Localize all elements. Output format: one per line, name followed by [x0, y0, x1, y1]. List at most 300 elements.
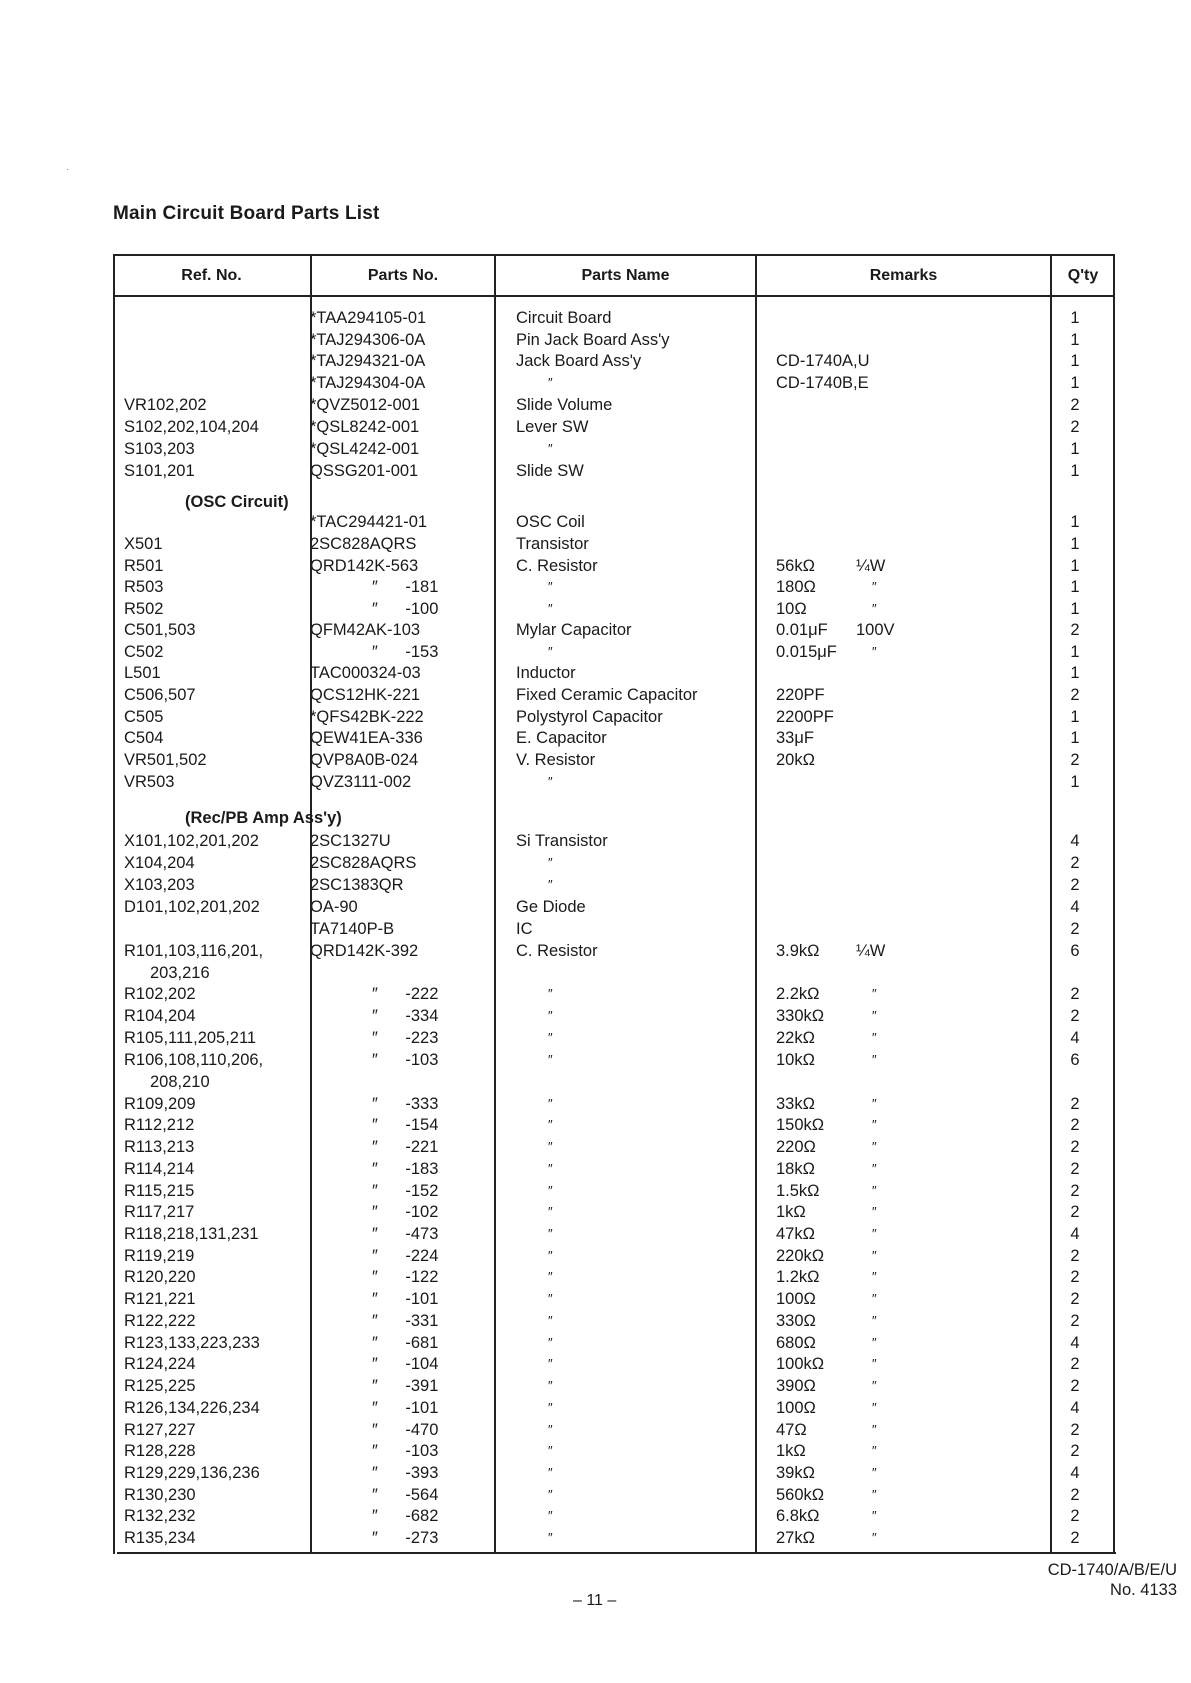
remarks-value-cell: CD-1740B,E: [776, 374, 869, 392]
qty-cell: 6: [1070, 942, 1080, 960]
parts-no-cell: ″ -334: [372, 1007, 439, 1025]
table-row: [0, 852, 1191, 874]
table-row: [0, 1180, 1191, 1202]
qty-cell: 6: [1070, 1051, 1080, 1069]
parts-name-cell: C. Resistor: [516, 942, 598, 960]
parts-name-cell: ″: [548, 1183, 553, 1198]
qty-cell: 1: [1070, 664, 1080, 682]
table-row: [0, 749, 1191, 771]
qty-cell: 4: [1070, 898, 1080, 916]
qty-cell: 1: [1070, 309, 1080, 327]
parts-name-cell: ″: [548, 1008, 553, 1023]
ref-no-cell: R132,232: [124, 1507, 196, 1525]
table-row: [0, 1419, 1191, 1441]
remarks-rating-cell: ″: [872, 1530, 877, 1545]
ref-no-cell: R117,217: [124, 1203, 195, 1221]
remarks-value-cell: 100Ω: [776, 1290, 816, 1308]
parts-no-cell: ″ -102: [372, 1203, 439, 1221]
parts-name-cell: ″: [548, 441, 553, 456]
ref-no-cell: R127,227: [124, 1421, 196, 1439]
parts-name-cell: ″: [548, 1139, 553, 1154]
ref-no-cell: R501: [124, 557, 164, 575]
remarks-value-cell: 2.2kΩ: [776, 985, 820, 1003]
qty-cell: 4: [1070, 1225, 1080, 1243]
remarks-value-cell: 56kΩ: [776, 557, 815, 575]
parts-no-cell: ″ -333: [372, 1095, 439, 1113]
parts-name-cell: C. Resistor: [516, 557, 598, 575]
qty-cell: 2: [1070, 418, 1080, 436]
remarks-rating-cell: ″: [872, 1465, 877, 1480]
parts-no-cell: *TAA294105-01: [310, 309, 427, 327]
qty-cell: 2: [1070, 1247, 1080, 1265]
parts-name-cell: ″: [548, 1443, 553, 1458]
parts-no-cell: ″ -183: [372, 1160, 439, 1178]
parts-name-cell: ″: [548, 1530, 553, 1545]
qty-cell: 2: [1070, 1182, 1080, 1200]
table-row: [0, 372, 1191, 394]
parts-no-cell: ″ -181: [372, 578, 439, 596]
qty-cell: 2: [1070, 1203, 1080, 1221]
ref-no-cell: S102,202,104,204: [124, 418, 259, 436]
parts-no-cell: QSSG201-001: [310, 462, 419, 480]
ref-no-cell: R123,133,223,233: [124, 1334, 260, 1352]
parts-name-cell: ″: [548, 1096, 553, 1111]
remarks-value-cell: 47Ω: [776, 1421, 807, 1439]
parts-no-cell: ″ -224: [372, 1247, 439, 1265]
qty-cell: 2: [1070, 1377, 1080, 1395]
ref-no-cell: C505: [124, 708, 164, 726]
parts-name-cell: ″: [548, 1291, 553, 1306]
remarks-rating-cell: ″: [872, 1508, 877, 1523]
qty-cell: 2: [1070, 1160, 1080, 1178]
qty-cell: 1: [1070, 557, 1080, 575]
table-row: [0, 1071, 1191, 1093]
qty-cell: 2: [1070, 920, 1080, 938]
parts-name-cell: E. Capacitor: [516, 729, 607, 747]
remarks-rating-cell: ″: [872, 1139, 877, 1154]
parts-name-cell: ″: [548, 1269, 553, 1284]
qty-cell: 1: [1070, 462, 1080, 480]
ref-no-cell: R125,225: [124, 1377, 196, 1395]
table-row: [0, 511, 1191, 533]
qty-cell: 1: [1070, 440, 1080, 458]
ref-no-cell: R104,204: [124, 1007, 196, 1025]
parts-name-cell: IC: [516, 920, 533, 938]
ref-no-cell: R129,229,136,236: [124, 1464, 260, 1482]
table-row: [0, 576, 1191, 598]
table-row: [0, 684, 1191, 706]
parts-no-cell: QEW41EA-336: [310, 729, 423, 747]
remarks-value-cell: 22kΩ: [776, 1029, 815, 1047]
remarks-value-cell: 33μF: [776, 729, 814, 747]
ref-no-cell: C502: [124, 643, 164, 661]
parts-no-cell: ″ -103: [372, 1442, 439, 1460]
table-row: [0, 962, 1191, 984]
qty-cell: 1: [1070, 331, 1080, 349]
parts-name-cell: ″: [548, 1487, 553, 1502]
table-row: [0, 533, 1191, 555]
parts-no-cell: ″ -101: [372, 1290, 439, 1308]
parts-name-cell: ″: [548, 1422, 553, 1437]
parts-name-cell: Circuit Board: [516, 309, 612, 327]
table-row: [0, 706, 1191, 728]
parts-no-cell: *TAJ294304-0A: [310, 374, 426, 392]
remarks-value-cell: 1kΩ: [776, 1203, 806, 1221]
table-row: [0, 329, 1191, 351]
remarks-value-cell: 39kΩ: [776, 1464, 815, 1482]
parts-name-cell: ″: [548, 375, 553, 390]
remarks-value-cell: 1.2kΩ: [776, 1268, 820, 1286]
ref-no-cell: R121,221: [124, 1290, 196, 1308]
parts-name-cell: Fixed Ceramic Capacitor: [516, 686, 698, 704]
qty-cell: 2: [1070, 1355, 1080, 1373]
table-row: [0, 1005, 1191, 1027]
qty-cell: 2: [1070, 686, 1080, 704]
ref-no-cell: R101,103,116,201,: [124, 942, 264, 960]
remarks-rating-cell: ″: [872, 1313, 877, 1328]
parts-no-cell: QRD142K-563: [310, 557, 419, 575]
parts-name-cell: ″: [548, 1248, 553, 1263]
table-row: [0, 1397, 1191, 1419]
qty-cell: 2: [1070, 854, 1080, 872]
remarks-value-cell: 220Ω: [776, 1138, 816, 1156]
ref-no-cell: X104,204: [124, 854, 195, 872]
parts-name-cell: Mylar Capacitor: [516, 621, 632, 639]
table-row: [0, 874, 1191, 896]
remarks-rating-cell: ″: [872, 1422, 877, 1437]
parts-no-cell: ″ -154: [372, 1116, 439, 1134]
qty-cell: 1: [1070, 773, 1080, 791]
parts-no-cell: ″ -152: [372, 1182, 439, 1200]
page-number: – 11 –: [573, 1592, 617, 1609]
remarks-rating-cell: ″: [872, 1096, 877, 1111]
parts-no-cell: ″ -273: [372, 1529, 439, 1547]
table-row: [0, 1462, 1191, 1484]
parts-no-cell: ″ -104: [372, 1355, 439, 1373]
table-row: [0, 1527, 1191, 1549]
parts-no-cell: 2SC828AQRS: [310, 854, 417, 872]
ref-no-cell: R106,108,110,206,: [124, 1051, 264, 1069]
table-row: [0, 1223, 1191, 1245]
remarks-rating-cell: ″: [872, 1487, 877, 1502]
remarks-value-cell: 330Ω: [776, 1312, 816, 1330]
ref-no-cell: VR501,502: [124, 751, 207, 769]
ref-no-cell: L501: [124, 664, 161, 682]
qty-cell: 1: [1070, 374, 1080, 392]
qty-cell: 4: [1070, 1399, 1080, 1417]
page-title: Main Circuit Board Parts List: [113, 203, 380, 224]
header-parts-name: Parts Name: [581, 267, 670, 284]
table-row: [0, 830, 1191, 852]
parts-no-cell: *QSL8242-001: [310, 418, 420, 436]
ref-no-cell: R105,111,205,211: [124, 1029, 257, 1047]
parts-name-cell: ″: [548, 1226, 553, 1241]
table-row: [0, 1484, 1191, 1506]
ref-no-cell: R120,220: [124, 1268, 196, 1286]
table-row: [0, 662, 1191, 684]
qty-cell: 2: [1070, 1290, 1080, 1308]
footer-model-info: [1048, 1560, 1177, 1600]
parts-name-cell: OSC Coil: [516, 513, 585, 531]
footer-doc-number: No. 4133: [1110, 1581, 1177, 1599]
parts-name-cell: ″: [548, 1508, 553, 1523]
parts-no-cell: ″ -470: [372, 1421, 439, 1439]
ref-no-cell: R119,219: [124, 1247, 195, 1265]
parts-name-cell: ″: [548, 1335, 553, 1350]
remarks-rating-cell: ″: [872, 1204, 877, 1219]
remarks-rating-cell: ″: [872, 579, 877, 594]
qty-cell: 2: [1070, 1095, 1080, 1113]
table-row: [0, 1245, 1191, 1267]
ref-no-cell: 208,210: [150, 1073, 210, 1091]
qty-cell: 1: [1070, 708, 1080, 726]
parts-no-cell: *TAJ294321-0A: [310, 352, 426, 370]
qty-cell: 1: [1070, 352, 1080, 370]
remarks-value-cell: 220PF: [776, 686, 825, 704]
parts-name-cell: Ge Diode: [516, 898, 586, 916]
table-row: [0, 416, 1191, 438]
remarks-value-cell: 680Ω: [776, 1334, 816, 1352]
parts-no-cell: QCS12HK-221: [310, 686, 421, 704]
table-row: [0, 555, 1191, 577]
table-row: [0, 918, 1191, 940]
table-row: [0, 771, 1191, 793]
ref-no-cell: R118,218,131,231: [124, 1225, 259, 1243]
parts-name-cell: Lever SW: [516, 418, 589, 436]
table-row: [0, 1114, 1191, 1136]
remarks-value-cell: 100kΩ: [776, 1355, 825, 1373]
table-row: [0, 438, 1191, 460]
table-row: [0, 641, 1191, 663]
ref-no-cell: S101,201: [124, 462, 195, 480]
remarks-value-cell: 1kΩ: [776, 1442, 806, 1460]
remarks-rating-cell: ″: [872, 986, 877, 1001]
remarks-value-cell: 10kΩ: [776, 1051, 815, 1069]
table-row: [0, 940, 1191, 962]
parts-no-cell: ″ -391: [372, 1377, 439, 1395]
ref-no-cell: X103,203: [124, 876, 195, 894]
parts-name-cell: ″: [548, 877, 553, 892]
table-row: [0, 1201, 1191, 1223]
parts-no-cell: *TAJ294306-0A: [310, 331, 426, 349]
parts-no-cell: *QSL4242-001: [310, 440, 420, 458]
header-divider: [113, 295, 1115, 297]
qty-cell: 2: [1070, 1529, 1080, 1547]
qty-cell: 2: [1070, 1007, 1080, 1025]
table-row: [0, 1353, 1191, 1375]
header-remarks: Remarks: [869, 267, 938, 284]
remarks-rating-cell: ″: [872, 644, 877, 659]
table-row: [0, 598, 1191, 620]
remarks-rating-cell: ″: [872, 1335, 877, 1350]
parts-name-cell: Inductor: [516, 664, 576, 682]
ref-no-cell: R113,213: [124, 1138, 195, 1156]
table-row: [0, 1375, 1191, 1397]
parts-name-cell: ″: [548, 1465, 553, 1480]
remarks-value-cell: 1.5kΩ: [776, 1182, 820, 1200]
ref-no-cell: R112,212: [124, 1116, 195, 1134]
ref-no-cell: R115,215: [124, 1182, 195, 1200]
ref-no-cell: X101,102,201,202: [124, 832, 259, 850]
table-row: [0, 1310, 1191, 1332]
remarks-rating-cell: ″: [872, 1226, 877, 1241]
table-row: [0, 1049, 1191, 1071]
parts-name-cell: ″: [548, 1161, 553, 1176]
table-row: [0, 1093, 1191, 1115]
footer-model: CD-1740/A/B/E/U: [1047, 1561, 1177, 1579]
table-row: [0, 1505, 1191, 1527]
table-row: [0, 1440, 1191, 1462]
parts-name-cell: ″: [548, 1204, 553, 1219]
parts-no-cell: 2SC828AQRS: [310, 535, 417, 553]
ref-no-cell: X501: [124, 535, 163, 553]
ref-no-cell: R128,228: [124, 1442, 196, 1460]
ref-no-cell: R130,230: [124, 1486, 196, 1504]
remarks-value-cell: 33kΩ: [776, 1095, 815, 1113]
remarks-rating-cell: ″: [872, 1378, 877, 1393]
table-row: [0, 460, 1191, 482]
ref-no-cell: R114,214: [124, 1160, 195, 1178]
qty-cell: 2: [1070, 985, 1080, 1003]
table-row: [0, 1332, 1191, 1354]
parts-no-cell: 2SC1383QR: [310, 876, 404, 894]
qty-cell: 1: [1070, 729, 1080, 747]
parts-no-cell: ″ -681: [372, 1334, 439, 1352]
parts-no-cell: ″ -103: [372, 1051, 439, 1069]
parts-no-cell: TA7140P-B: [310, 920, 395, 938]
table-row: [0, 1027, 1191, 1049]
parts-name-cell: ″: [548, 1356, 553, 1371]
parts-name-cell: ″: [548, 1313, 553, 1328]
remarks-value-cell: 18kΩ: [776, 1160, 815, 1178]
remarks-rating-cell: ¼W: [856, 942, 886, 960]
remarks-rating-cell: ″: [872, 1400, 877, 1415]
table-row: [0, 307, 1191, 329]
ref-no-cell: VR102,202: [124, 396, 207, 414]
qty-cell: 4: [1070, 1464, 1080, 1482]
table-row: [0, 1266, 1191, 1288]
ref-no-cell: VR503: [124, 773, 175, 791]
remarks-value-cell: 150kΩ: [776, 1116, 825, 1134]
header-qty: Q'ty: [1067, 267, 1099, 284]
parts-name-cell: ″: [548, 644, 553, 659]
ref-no-cell: R503: [124, 578, 164, 596]
parts-no-cell: ″ -221: [372, 1138, 439, 1156]
parts-name-cell: Pin Jack Board Ass'y: [516, 331, 670, 349]
remarks-rating-cell: ″: [872, 1117, 877, 1132]
ref-no-cell: C504: [124, 729, 164, 747]
parts-name-cell: ″: [548, 601, 553, 616]
parts-name-cell: ″: [548, 774, 553, 789]
parts-no-cell: QVP8A0B-024: [310, 751, 419, 769]
parts-name-cell: ″: [548, 1378, 553, 1393]
ref-no-cell: R124,224: [124, 1355, 196, 1373]
ref-no-cell: D101,102,201,202: [124, 898, 260, 916]
parts-name-cell: ″: [548, 1052, 553, 1067]
qty-cell: 2: [1070, 396, 1080, 414]
parts-name-cell: ″: [548, 1117, 553, 1132]
ref-no-cell: R126,134,226,234: [124, 1399, 260, 1417]
section-osc-circuit: (OSC Circuit): [185, 493, 289, 511]
ref-no-cell: S103,203: [124, 440, 195, 458]
table-row: [0, 983, 1191, 1005]
table-row: [0, 727, 1191, 749]
qty-cell: 4: [1070, 1029, 1080, 1047]
qty-cell: 2: [1070, 1486, 1080, 1504]
parts-no-cell: ″ -331: [372, 1312, 439, 1330]
parts-no-cell: ″ -101: [372, 1399, 439, 1417]
parts-no-cell: ″ -100: [372, 600, 439, 618]
remarks-rating-cell: ¼W: [856, 557, 886, 575]
remarks-value-cell: 0.015μF: [776, 643, 837, 661]
parts-name-cell: ″: [548, 579, 553, 594]
parts-no-cell: TAC000324-03: [310, 664, 421, 682]
remarks-rating-cell: ″: [872, 1161, 877, 1176]
parts-name-cell: Polystyrol Capacitor: [516, 708, 663, 726]
qty-cell: 2: [1070, 1116, 1080, 1134]
parts-no-cell: ″ -222: [372, 985, 439, 1003]
qty-cell: 2: [1070, 1268, 1080, 1286]
parts-no-cell: ″ -473: [372, 1225, 439, 1243]
parts-no-cell: ″ -153: [372, 643, 439, 661]
remarks-rating-cell: ″: [872, 601, 877, 616]
remarks-rating-cell: ″: [872, 1052, 877, 1067]
table-row: [0, 350, 1191, 372]
remarks-value-cell: 6.8kΩ: [776, 1507, 820, 1525]
remarks-value-cell: 10Ω: [776, 600, 807, 618]
parts-no-cell: QVZ3111-002: [310, 773, 412, 791]
remarks-rating-cell: ″: [872, 1291, 877, 1306]
ref-no-cell: C506,507: [124, 686, 196, 704]
qty-cell: 2: [1070, 751, 1080, 769]
table-row: [0, 1288, 1191, 1310]
remarks-value-cell: 27kΩ: [776, 1529, 815, 1547]
header-parts-no: Parts No.: [367, 267, 439, 284]
parts-name-cell: ″: [548, 1030, 553, 1045]
ref-no-cell: R122,222: [124, 1312, 196, 1330]
remarks-value-cell: 330kΩ: [776, 1007, 825, 1025]
ref-no-cell: R135,234: [124, 1529, 196, 1547]
parts-no-cell: 2SC1327U: [310, 832, 391, 850]
remarks-value-cell: 2200PF: [776, 708, 834, 726]
remarks-rating-cell: ″: [872, 1030, 877, 1045]
remarks-value-cell: 47kΩ: [776, 1225, 815, 1243]
remarks-rating-cell: ″: [872, 1443, 877, 1458]
qty-cell: 1: [1070, 643, 1080, 661]
parts-no-cell: ″ -223: [372, 1029, 439, 1047]
parts-no-cell: *QFS42BK-222: [310, 708, 424, 726]
table-row: [0, 619, 1191, 641]
qty-cell: 4: [1070, 832, 1080, 850]
parts-no-cell: ″ -393: [372, 1464, 439, 1482]
parts-name-cell: Slide SW: [516, 462, 584, 480]
qty-cell: 1: [1070, 535, 1080, 553]
parts-name-cell: Si Transistor: [516, 832, 608, 850]
parts-name-cell: Slide Volume: [516, 396, 613, 414]
parts-name-cell: ″: [548, 986, 553, 1001]
parts-name-cell: Transistor: [516, 535, 589, 553]
remarks-value-cell: 100Ω: [776, 1399, 816, 1417]
parts-no-cell: ″ -682: [372, 1507, 439, 1525]
parts-name-cell: V. Resistor: [516, 751, 596, 769]
qty-cell: 2: [1070, 1138, 1080, 1156]
section-rec-pb-amp: (Rec/PB Amp Ass'y): [185, 809, 342, 827]
parts-name-cell: ″: [548, 855, 553, 870]
remarks-rating-cell: 100V: [856, 621, 895, 639]
ref-no-cell: R109,209: [124, 1095, 196, 1113]
qty-cell: 2: [1070, 1442, 1080, 1460]
remarks-value-cell: 3.9kΩ: [776, 942, 820, 960]
